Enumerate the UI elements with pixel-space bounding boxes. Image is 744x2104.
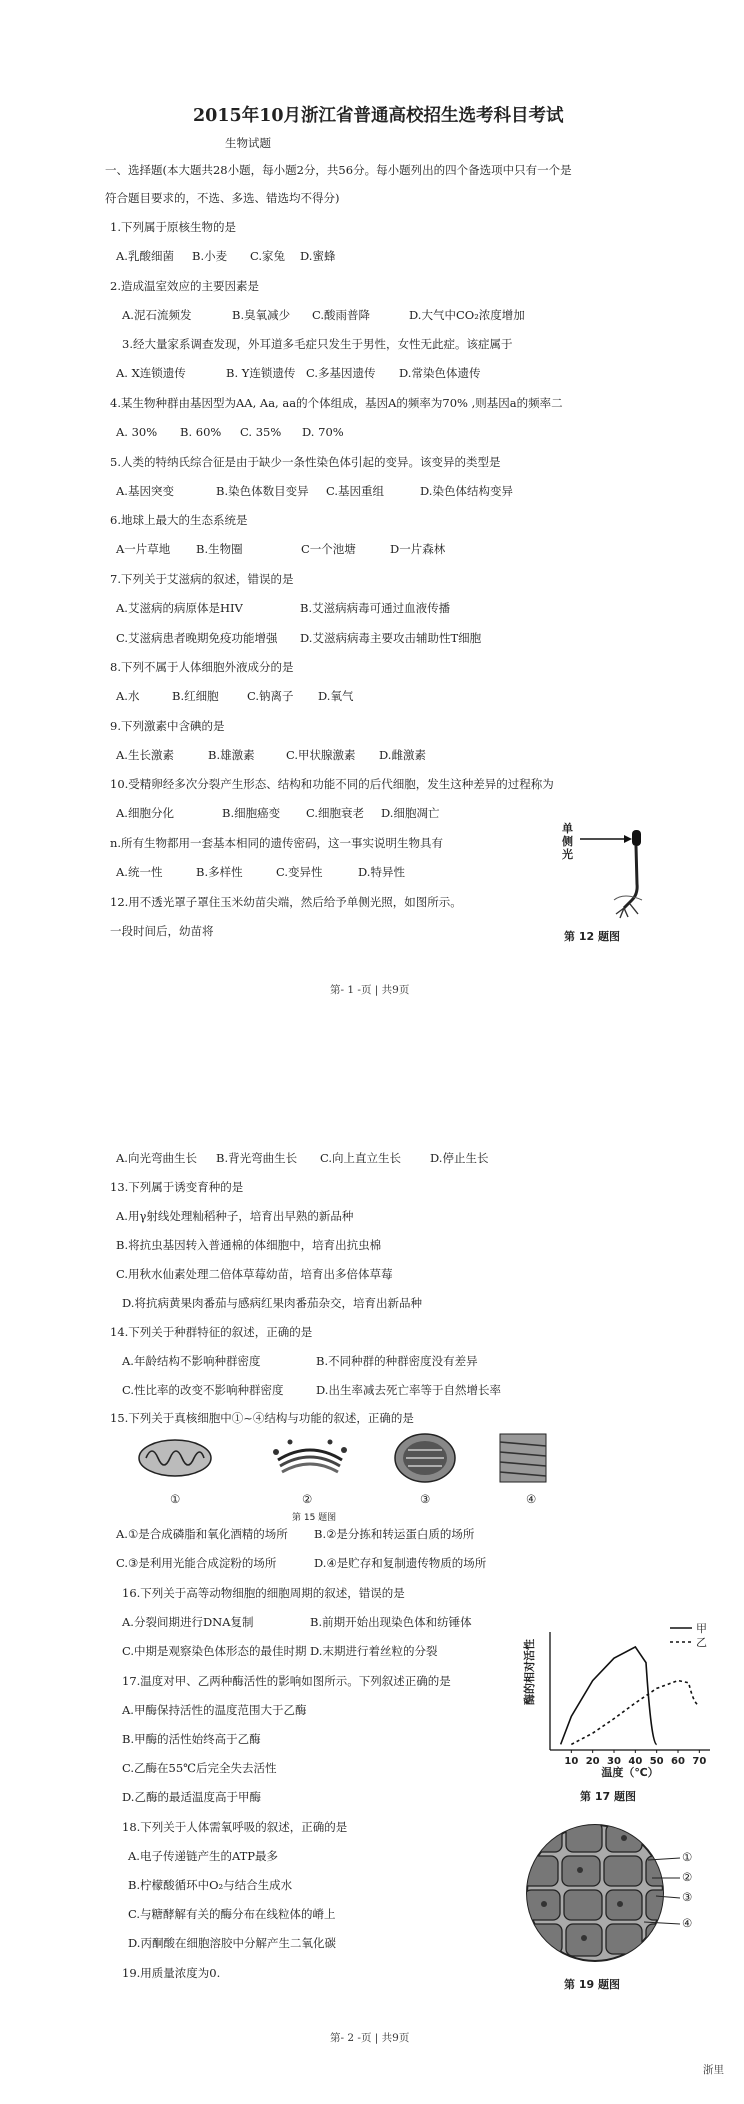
q3-option-c: C.多基因遗传 (306, 366, 376, 380)
q14-stem: 14.下列关于种群特征的叙述，正确的是 (110, 1325, 313, 1339)
fig15-label-3: ③ (420, 1492, 431, 1506)
q6-stem: 6.地球上最大的生态系统是 (110, 513, 248, 527)
q17-option-c: C.乙酶在55℃后完全失去活性 (122, 1761, 277, 1775)
chart-ylabel: 酶的相对活性 (523, 1639, 536, 1705)
enzyme-activity-chart (520, 1610, 720, 1785)
q5-option-c: C.基因重组 (326, 484, 385, 498)
figure-19-caption: 第 19 题图 (564, 1978, 620, 1991)
figure-15 (130, 1430, 550, 1508)
q7-option-d: D.艾滋病病毒主要攻击辅助性T细胞 (300, 631, 482, 645)
q14-option-b: B.不同种群的种群密度没有差异 (316, 1354, 478, 1368)
q3-option-a: A. X连锁遗传 (116, 366, 186, 380)
q9-option-d: D.雌激素 (379, 748, 426, 762)
fig15-label-4: ④ (526, 1492, 537, 1506)
q11-stem: n.所有生物都用一套基本相同的遗传密码，这一事实说明生物具有 (110, 836, 444, 850)
series-line-jia (561, 1647, 657, 1744)
figure-12-caption: 第 12 题图 (564, 930, 620, 943)
q18-option-c: C.与糖酵解有关的酶分布在线粒体的嵴上 (128, 1907, 336, 1921)
q14-option-d: D.出生率减去死亡率等于自然增长率 (316, 1383, 501, 1397)
q2-option-d: D.大气中CO₂浓度增加 (409, 308, 525, 322)
q5-stem: 5.人类的特纳氏综合征是由于缺少一条性染色体引起的变异。该变异的类型是 (110, 455, 501, 469)
q10-option-b: B.细胞癌变 (222, 806, 281, 820)
corner-watermark: 浙里 (703, 2064, 724, 2076)
q6-option-b: B.生物圈 (196, 542, 243, 556)
endoplasmic-reticulum-icon (500, 1434, 546, 1482)
q17-option-a: A.甲酶保持活性的温度范围大于乙酶 (122, 1703, 307, 1717)
q9-stem: 9.下列激素中含碘的是 (110, 719, 225, 733)
figure-17 (520, 1610, 720, 1805)
figure-17-caption: 第 17 题图 (580, 1790, 636, 1803)
q15-option-a: A.①是合成磷脂和氧化酒精的场所 (116, 1527, 288, 1541)
q14-option-a: A.年龄结构不影响种群密度 (122, 1354, 261, 1368)
q4-stem: 4.某生物种群由基因型为AA, Aa, aa的个体组成，基因A的频率为70% ,则基因a的频率二 (110, 396, 563, 410)
q4-option-d: D. 70% (302, 425, 344, 439)
q13-option-c: C.用秋水仙素处理二倍体草莓幼苗，培育出多倍体草莓 (116, 1267, 393, 1281)
light-label-char: 侧 (562, 835, 573, 848)
fig19-label-1: ① (682, 1850, 693, 1864)
page-title: 2015年10月浙江省普通高校招生选考科目考试 (193, 106, 564, 126)
q13-option-b: B.将抗虫基因转入普通棉的体细胞中，培育出抗虫棉 (116, 1238, 382, 1252)
q11-option-c: C.变异性 (276, 865, 323, 879)
fig19-label-4: ④ (682, 1916, 693, 1930)
section-instructions-line2: 符合题目要求的，不选、多选、错选均不得分) (105, 191, 340, 205)
q13-stem: 13.下列属于诱变育种的是 (110, 1180, 244, 1194)
q16-option-b: B.前期开始出现染色体和纺锤体 (310, 1615, 472, 1629)
q15-stem: 15.下列关于真核细胞中①~④结构与功能的叙述，正确的是 (110, 1411, 414, 1425)
x-tick-label: 50 (649, 1756, 664, 1767)
q5-option-d: D.染色体结构变异 (420, 484, 513, 498)
q12-option-a: A.向光弯曲生长 (116, 1151, 197, 1165)
q16-option-a: A.分裂间期进行DNA复制 (122, 1615, 254, 1629)
x-tick-label: 70 (692, 1756, 707, 1767)
chloroplast-icon (395, 1434, 455, 1482)
q3-stem: 3.经大量家系调查发现，外耳道多毛症只发生于男性，女性无此症。该症属于 (122, 337, 513, 351)
legend-label: 乙 (696, 1636, 707, 1649)
figure-15-caption: 第 15 题图 (292, 1513, 337, 1523)
chart-ticks (564, 1750, 706, 1767)
organelles-diagram (130, 1430, 550, 1490)
q16-option-c: C.中期是观察染色体形态的最佳时期 (122, 1644, 307, 1658)
q3-option-b: B. Y连锁遗传 (226, 366, 296, 380)
q4-option-c: C. 35% (240, 425, 282, 439)
q1-option-a: A.乳酸细菌 (116, 249, 174, 263)
fig15-label-2: ② (302, 1492, 313, 1506)
q1-option-c: C.家兔 (250, 249, 286, 263)
subtitle: 生物试题 (225, 136, 271, 150)
q18-option-a: A.电子传递链产生的ATP最多 (128, 1849, 279, 1863)
q6-option-a: A一片草地 (116, 542, 171, 556)
seedling-diagram (558, 822, 678, 922)
q6-option-d: D一片森林 (390, 542, 446, 556)
q12-option-d: D.停止生长 (430, 1151, 489, 1165)
q8-stem: 8.下列不属于人体细胞外液成分的是 (110, 660, 294, 674)
q18-stem: 18.下列关于人体需氧呼吸的叙述，正确的是 (122, 1820, 348, 1834)
q10-stem: 10.受精卵经多次分裂产生形态、结构和功能不同的后代细胞，发生这种差异的过程称为 (110, 777, 554, 791)
q18-option-b: B.柠檬酸循环中O₂与结合生成水 (128, 1878, 293, 1892)
legend-label: 甲 (696, 1622, 707, 1635)
q11-option-d: D.特异性 (358, 865, 405, 879)
q8-option-a: A.水 (116, 689, 140, 703)
q1-option-d: D.蜜蜂 (300, 249, 336, 263)
q13-option-a: A.用γ射线处理籼稻种子，培育出早熟的新品种 (116, 1209, 354, 1223)
q8-option-c: C.钠离子 (247, 689, 294, 703)
fig15-label-1: ① (170, 1492, 181, 1506)
q13-option-d: D.将抗病黄果肉番茄与感病红果肉番茄杂交，培育出新品种 (122, 1296, 422, 1310)
x-tick-label: 10 (564, 1756, 579, 1767)
series-line-yi (571, 1681, 699, 1745)
q1-stem: 1.下列属于原核生物的是 (110, 220, 236, 234)
q15-option-c: C.③是利用光能合成淀粉的场所 (116, 1556, 277, 1570)
q10-option-c: C.细胞衰老 (306, 806, 365, 820)
x-tick-label: 20 (585, 1756, 600, 1767)
chart-xlabel: 温度（℃） (601, 1766, 659, 1779)
q4-option-b: B. 60% (180, 425, 222, 439)
q12-stem-line1: 12.用不透光罩子罩住玉米幼苗尖端，然后给予单侧光照，如图所示。 (110, 895, 462, 909)
q12-option-c: C.向上直立生长 (320, 1151, 402, 1165)
q7-option-a: A.艾滋病的病原体是HIV (116, 601, 243, 615)
fig19-label-3: ③ (682, 1890, 693, 1904)
q3-option-d: D.常染色体遗传 (399, 366, 481, 380)
figure-12 (558, 822, 678, 946)
q9-option-a: A.生长激素 (116, 748, 174, 762)
fig19-label-2: ② (682, 1870, 693, 1884)
q7-stem: 7.下列关于艾滋病的叙述，错误的是 (110, 572, 294, 586)
q9-option-c: C.甲状腺激素 (286, 748, 356, 762)
q15-option-d: D.④是贮存和复制遗传物质的场所 (314, 1556, 487, 1570)
chart-series (561, 1647, 700, 1744)
q4-option-a: A. 30% (116, 425, 158, 439)
q17-stem: 17.温度对甲、乙两种酶活性的影响如图所示。下列叙述正确的是 (122, 1674, 451, 1688)
q14-option-c: C.性比率的改变不影响种群密度 (122, 1383, 284, 1397)
x-tick-label: 40 (628, 1756, 643, 1767)
q18-option-d: D.丙酮酸在细胞溶胶中分解产生二氧化碳 (128, 1936, 336, 1950)
q5-option-b: B.染色体数目变异 (216, 484, 309, 498)
golgi-icon (273, 1440, 347, 1473)
q2-option-b: B.臭氧减少 (232, 308, 291, 322)
q2-option-c: C.酸雨普降 (312, 308, 371, 322)
q6-option-c: C一个池塘 (301, 542, 356, 556)
q5-option-a: A.基因突变 (116, 484, 174, 498)
q7-option-b: B.艾滋病病毒可通过血液传播 (300, 601, 451, 615)
light-label-char: 单 (562, 822, 573, 835)
q1-option-b: B.小麦 (192, 249, 228, 263)
q7-option-c: C.艾滋病患者晚期免疫功能增强 (116, 631, 278, 645)
figure-19 (520, 1818, 710, 1996)
page2-footer: 第- 2 -页 | 共9页 (330, 2032, 410, 2044)
q2-stem: 2.造成温室效应的主要因素是 (110, 279, 259, 293)
q8-option-b: B.红细胞 (172, 689, 219, 703)
q15-option-b: B.②是分拣和转运蛋白质的场所 (314, 1527, 475, 1541)
q10-option-d: D.细胞凋亡 (381, 806, 440, 820)
q16-option-d: D.末期进行着丝粒的分裂 (310, 1644, 438, 1658)
q10-option-a: A.细胞分化 (116, 806, 174, 820)
q11-option-b: B.多样性 (196, 865, 243, 879)
section-instructions-line1: 一、选择题(本大题共28小题，每小题2分，共56分。每小题列出的四个备选项中只有一个是 (105, 163, 572, 177)
q2-option-a: A.泥石流频发 (122, 308, 192, 322)
chart-legend (670, 1622, 707, 1649)
q12-option-b: B.背光弯曲生长 (216, 1151, 298, 1165)
q12-stem-line2: 一段时间后，幼苗将 (110, 924, 214, 938)
q11-option-a: A.统一性 (116, 865, 163, 879)
q17-option-b: B.甲酶的活性始终高于乙酶 (122, 1732, 261, 1746)
light-label-char: 光 (562, 848, 573, 861)
q19-stem: 19.用质量浓度为0. (122, 1966, 221, 1980)
x-tick-label: 60 (671, 1756, 685, 1767)
x-tick-label: 30 (607, 1756, 621, 1767)
q16-stem: 16.下列关于高等动物细胞的细胞周期的叙述，错误的是 (122, 1586, 405, 1600)
mitochondrion-icon (139, 1440, 211, 1476)
page1-footer: 第- 1 -页 | 共9页 (330, 984, 410, 996)
q8-option-d: D.氧气 (318, 689, 354, 703)
q17-option-d: D.乙酶的最适温度高于甲酶 (122, 1790, 261, 1804)
q9-option-b: B.雄激素 (208, 748, 255, 762)
